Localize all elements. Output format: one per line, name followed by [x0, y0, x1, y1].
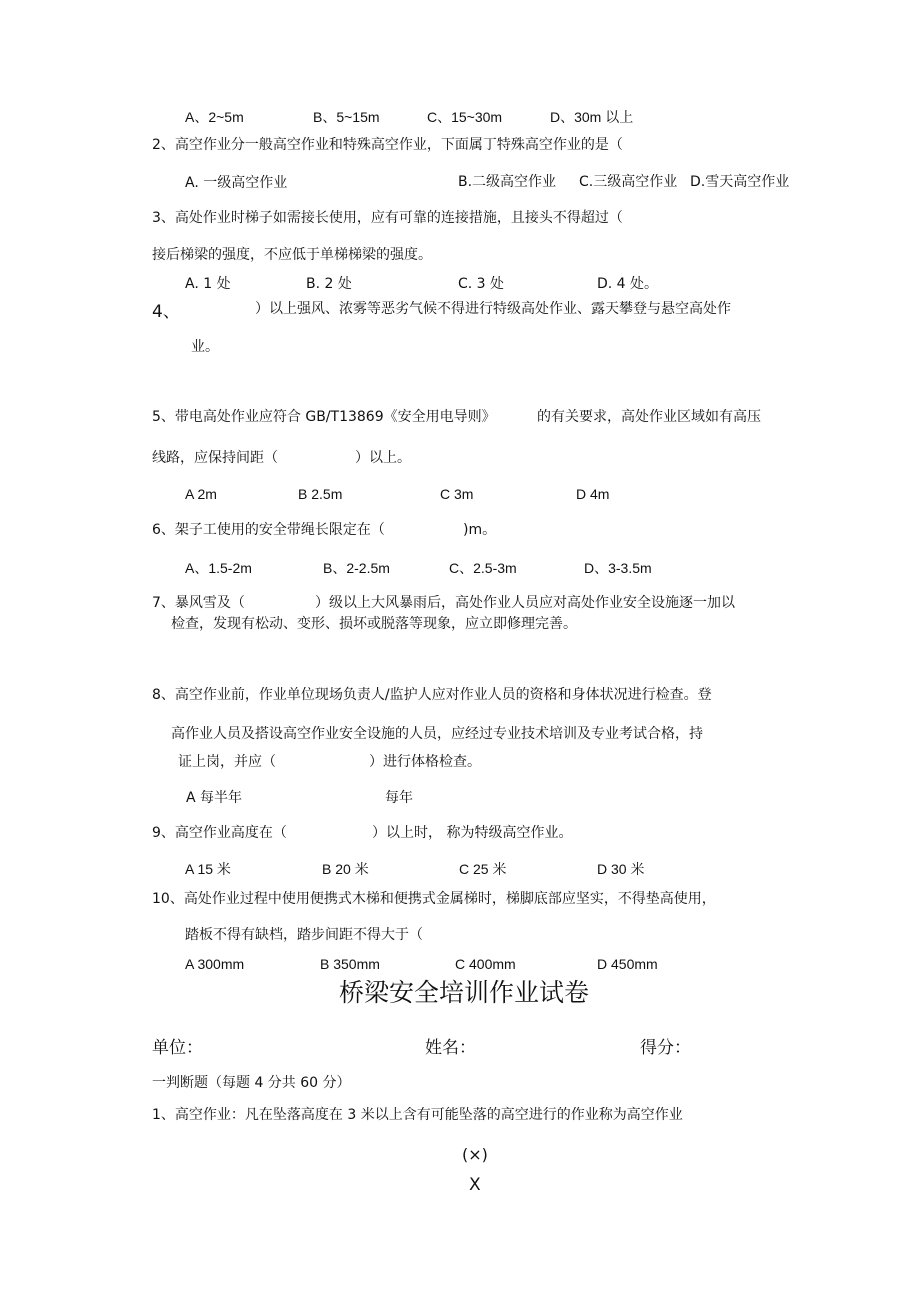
q8-text-line3a: 证上岗，并应（ — [178, 754, 276, 770]
judge-q1-answer: X — [469, 1175, 481, 1195]
name-label: 姓名： — [425, 1038, 476, 1058]
q1-option-c: C、15~30m — [427, 109, 503, 125]
q10-text: 10、高处作业过程中使用便携式木梯和便携式金属梯时，梯脚底部应坚实，不得垫高使用， — [152, 891, 716, 907]
q3-text: 3、高处作业时梯子如需接长使用，应有可靠的连接措施，且接头不得超过（ — [152, 210, 623, 226]
q3-option-b: B. 2 处 — [306, 276, 352, 292]
q5-option-d: D 4m — [576, 486, 610, 502]
q2-option-d: D.雪天高空作业 — [690, 174, 790, 190]
q7-text: 7、暴风雪及（ — [152, 595, 245, 611]
q8-text-line3b: ）进行体格检查。 — [369, 754, 481, 770]
q10-text-line2: 踏板不得有缺档，踏步间距不得大于（ — [185, 927, 423, 943]
q7-text-line2: 检查，发现有松动、变形、损坏或脱落等现象，应立即修理完善。 — [171, 616, 577, 632]
q8-option-a: A 每半年 — [186, 790, 243, 806]
q3-option-a: A. 1 处 — [185, 276, 231, 292]
q3-text-line2: 接后梯梁的强度，不应低于单梯梯梁的强度。 — [152, 247, 432, 263]
q2-option-c: C.三级高空作业 — [579, 174, 678, 190]
section-header: 一判断题（每题 4 分共 60 分） — [152, 1075, 351, 1091]
q3-option-d: D. 4 处。 — [597, 276, 659, 292]
q8-text: 8、高空作业前，作业单位现场负责人/监护人应对作业人员的资格和身体状况进行检查。登 — [152, 687, 712, 703]
q6-option-c: C、2.5-3m — [449, 560, 517, 576]
q1-option-d: D、30m 以上 — [550, 109, 634, 125]
q6-text: 6、架子工使用的安全带绳长限定在（ — [152, 522, 385, 538]
q10-option-b: B 350mm — [320, 956, 380, 972]
q7-text-cont: ）级以上大风暴雨后，高处作业人员应对高处作业安全设施逐一加以 — [315, 595, 735, 611]
q2-text: 2、高空作业分一般高空作业和特殊高空作业，下面属丁特殊高空作业的是（ — [152, 137, 623, 153]
q10-option-c: C 400mm — [455, 956, 516, 972]
q10-option-a: A 300mm — [185, 956, 245, 972]
exam-title: 桥梁安全培训作业试卷 — [339, 978, 590, 1007]
q5-option-c: C 3m — [440, 486, 474, 502]
q5-option-b: B 2.5m — [298, 486, 343, 502]
q2-option-a: A. 一级高空作业 — [185, 175, 288, 191]
q1-option-b: B、5~15m — [313, 109, 380, 125]
q6-option-d: D、3-3.5m — [584, 560, 652, 576]
score-label: 得分： — [640, 1038, 691, 1058]
q9-option-d: D 30 米 — [597, 861, 645, 877]
q9-option-b: B 20 米 — [322, 861, 369, 877]
q9-option-a: A 15 米 — [185, 861, 231, 877]
q4-text: ）以上强风、浓雾等恶劣气候不得进行特级高处作业、露天攀登与悬空高处作 — [255, 301, 731, 317]
q4-text-line2: 业。 — [191, 339, 219, 355]
judge-q1-text: 1、高空作业：凡在坠落高度在 3 米以上含有可能坠落的高空进行的作业称为高空作业 — [152, 1107, 683, 1123]
q4-number: 4、 — [152, 302, 180, 322]
q5-text-line2b: ）以上。 — [355, 450, 411, 466]
q8-text-line2: 高作业人员及搭设高空作业安全设施的人员，应经过专业技术培训及专业考试合格，持 — [171, 726, 703, 742]
q5-text: 5、带电高处作业应符合 GB/T13869《安全用电导则》 — [152, 409, 496, 425]
q5-option-a: A 2m — [185, 486, 217, 502]
q9-text-cont: ）以上时， 称为特级高空作业。 — [372, 825, 573, 841]
q9-option-c: C 25 米 — [459, 861, 507, 877]
judge-q1-bracket: (×) — [462, 1145, 488, 1164]
q6-text-cont: )m。 — [463, 522, 497, 538]
q6-option-b: B、2-2.5m — [323, 560, 390, 576]
q9-text: 9、高空作业高度在（ — [152, 825, 287, 841]
q2-option-b: B.二级高空作业 — [458, 174, 557, 190]
q10-option-d: D 450mm — [597, 956, 658, 972]
q1-option-a: A、2~5m — [185, 109, 244, 125]
q3-option-c: C. 3 处 — [458, 276, 505, 292]
q5-text-cont: 的有关要求，高处作业区域如有高压 — [537, 409, 761, 425]
q6-option-a: A、1.5-2m — [185, 560, 252, 576]
q5-text-line2a: 线路，应保持间距（ — [152, 450, 278, 466]
q8-option-b: 每年 — [385, 790, 413, 806]
unit-label: 单位： — [152, 1038, 203, 1058]
